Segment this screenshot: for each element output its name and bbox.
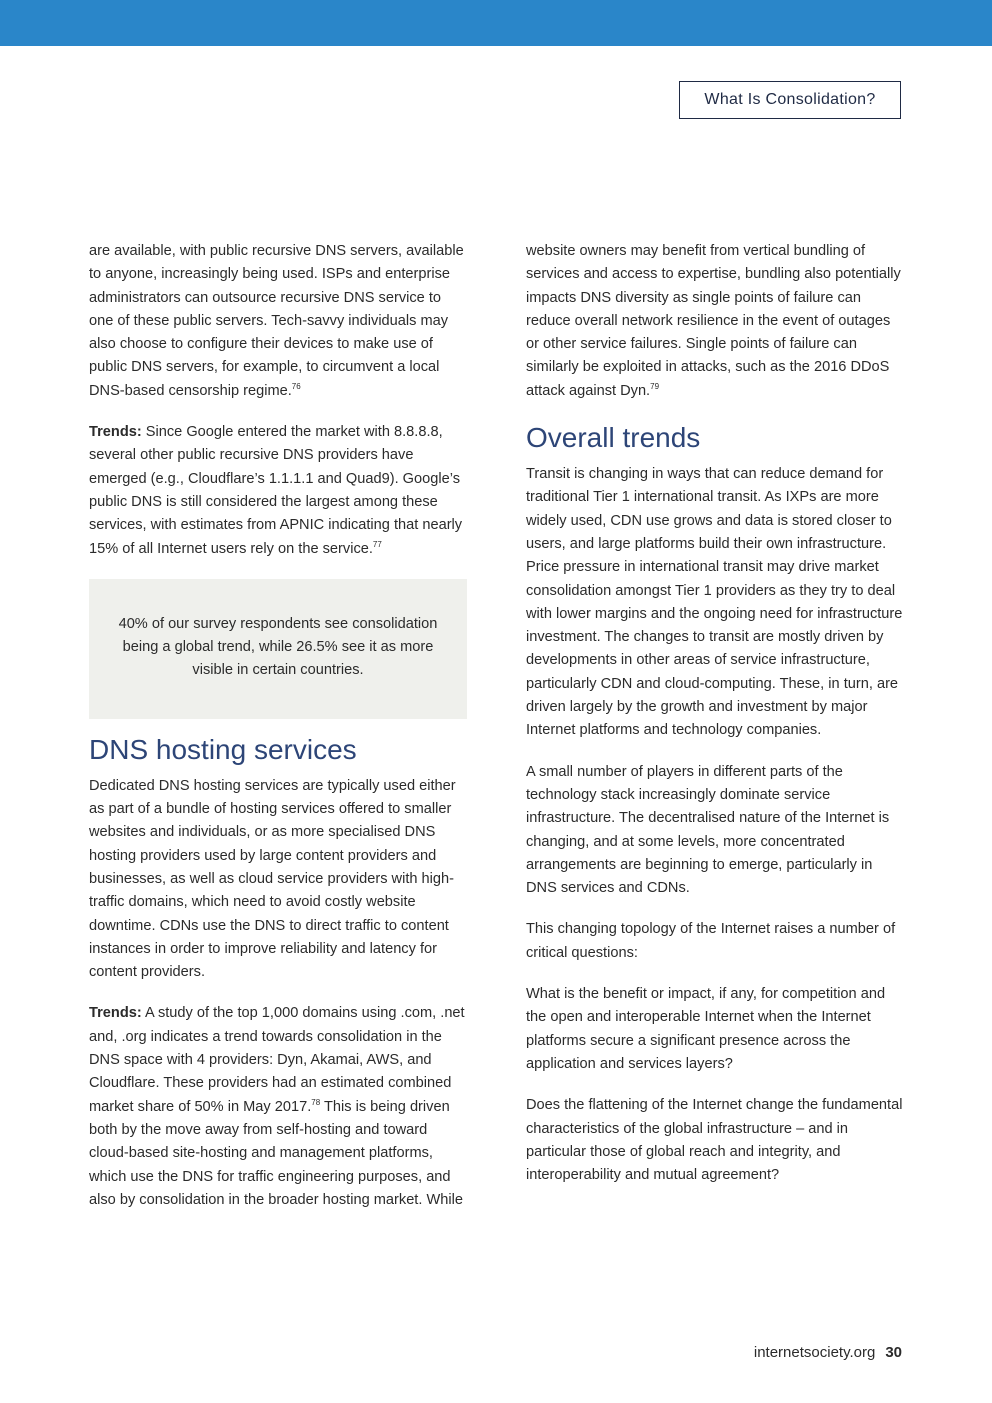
left-column xyxy=(89,240,467,1230)
trends-label: Trends: xyxy=(89,424,142,441)
footer-site: internetsociety.org xyxy=(753,1344,876,1361)
footnote-ref: 79 xyxy=(650,381,660,391)
trends-label: Trends: xyxy=(89,1005,142,1022)
footnote-ref: 76 xyxy=(291,381,301,391)
page-number: 30 xyxy=(885,1344,902,1361)
paragraph-transit: Transit is changing in ways that can reduce demand for traditional Tier 1 international transit. As IXPs are more widely used, CDN use grows and data is stored closer to users, and large platforms build their own infrastructure. Price pressure in international transit may drive market consolidation amongst Tier 1 providers as they try to deal with lower margins and the ongoing need for infrastructure investment. The changes to transit are mostly driven by developments in other areas of service infrastructure, particularly CDN and cloud-computing. These, in turn, are driven largely by the growth and investment by major Internet platforms and technology companies. xyxy=(526,466,903,739)
page-footer xyxy=(754,1344,902,1361)
paragraph-trends-public-dns: Trends: Since Google entered the market with 8.8.8.8, several other public recursive DNS providers have emerged (e.g., Cloudflare’s 1.1.1.1 and Quad9). Google’s public DNS is still considered the largest among these services, with estimates from APNIC indicating that nearly 15% of all Internet users rely on the service.$^{77}$ xyxy=(89,424,463,557)
heading-dns-hosting: DNS hosting services xyxy=(89,733,357,765)
paragraph-question-competition: What is the benefit or impact, if any, for competition and the open and interoperable Internet when the Internet platforms secure a significant presence across the application and services layers? xyxy=(526,986,886,1072)
heading-overall-trends: Overall trends xyxy=(526,422,701,454)
paragraph-trends-dns-hosting: Trends: A study of the top 1,000 domains using .com, .net and, .org indicates a trend towards consolidation in the DNS space with 4 providers: Dyn, Akamai, AWS, and Cloudflare. These providers had an estimated combined market share of 50% in May 2017.78 This is being driven both by the move away from self-hosting and toward cloud-based site-hosting and management platforms, which use the DNS for traffic engineering purposes, and also by consolidation in the broader hosting market. While xyxy=(89,1005,465,1208)
paragraph-public-dns: are available, with public recursive DNS servers, available to anyone, increasingly being used. ISPs and enterprise administrators can outsource recursive DNS service to one of these public servers. Tech-savvy individuals may also choose to configure their devices to make use of public DNS servers, for example, to circumvent a local DNS-based censorship regime.$^{76}$ xyxy=(89,243,464,399)
top-color-bar xyxy=(0,0,992,46)
footnote-ref: 78 xyxy=(311,1097,321,1107)
right-column xyxy=(526,240,904,1205)
section-tag: What Is Consolidation? xyxy=(679,81,901,119)
footnote-ref: 77 xyxy=(372,539,382,549)
paragraph-players: A small number of players in different parts of the technology stack increasingly dominate service infrastructure. The decentralised nature of the Internet is changing, and at some levels, more concentrated arrangements are beginning to emerge, particularly in DNS services and CDNs. xyxy=(526,763,890,897)
paragraph-question-flattening: Does the flattening of the Internet change the fundamental characteristics of the global infrastructure – and in particular those of global reach and integrity, and interoperability and mutual agreement? xyxy=(526,1097,903,1184)
paragraph-bundling: website owners may benefit from vertical bundling of services and access to expertise, bundling also potentially impacts DNS diversity as single points of failure can reduce overall network resilience in the event of outages or other service failures. Single points of failure can similarly be exploited in attacks, such as the 2016 DDoS attack against Dyn.$^{79}$ xyxy=(526,243,901,399)
paragraph-topology: This changing topology of the Internet raises a number of critical questions: xyxy=(526,921,896,961)
paragraph-dns-hosting: Dedicated DNS hosting services are typically used either as part of a bundle of hosting services offered to smaller websites and individuals, or as more specialised DNS hosting providers used by large content providers and businesses, as well as cloud service providers with high-traffic domains, which need to avoid costly website downtime. CDNs use the DNS to direct traffic to content instances in order to improve reliability and latency for content providers. xyxy=(89,777,456,981)
survey-callout: 40% of our survey respondents see consolidation being a global trend, while 26.5% see it as more visible in certain countries. xyxy=(89,579,467,719)
